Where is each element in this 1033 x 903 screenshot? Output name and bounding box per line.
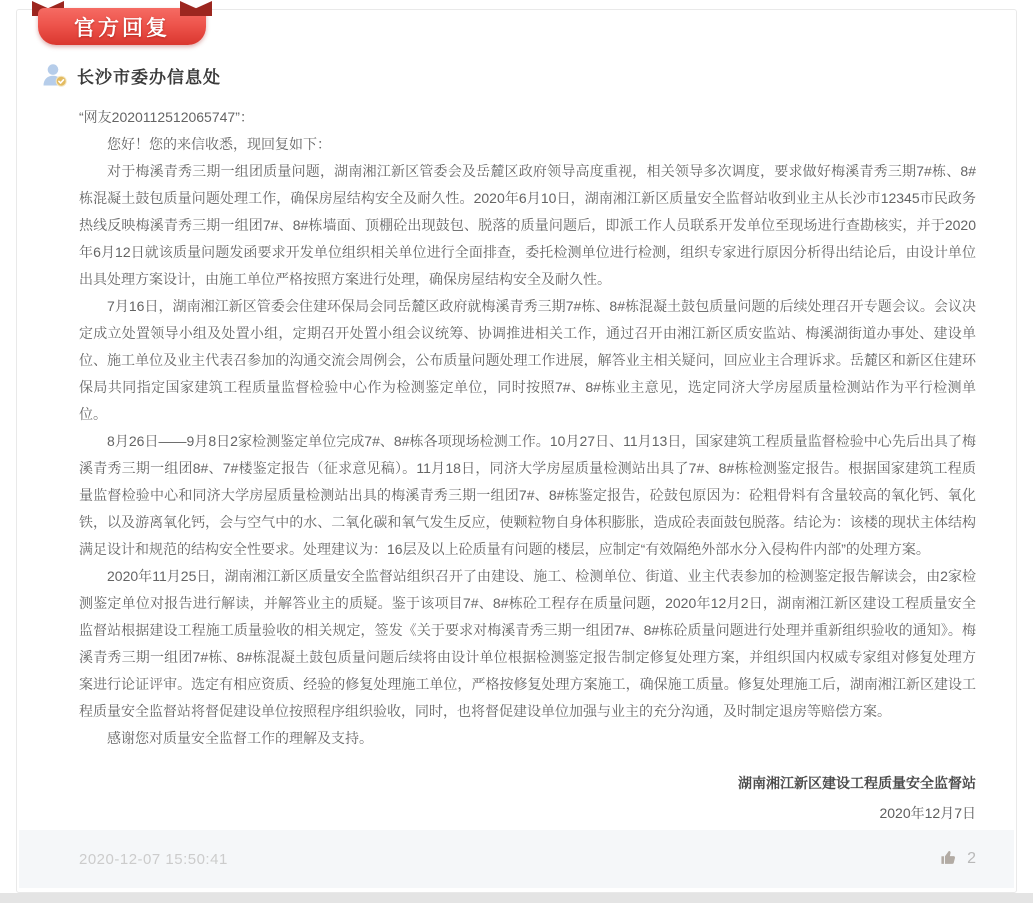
official-reply-ribbon-label: 官方回复: [38, 8, 206, 45]
salutation: “网友2020112512065747”：: [79, 109, 254, 125]
reply-paragraph: 8月26日——9月8日2家检测鉴定单位完成7#、8#栋各项现场检测工作。10月27日、11月13日，国家建筑工程质量监督检验中心先后出具了梅溪青秀三期一组团8#、7#楼鉴定报告（征求意见稿）。11月18日，同济大学房屋质量检测站出具了7#、8#栋检测鉴定报告。根据国家建筑工程质量监督检验中心和同济大学房屋质量检测站出具的梅溪青秀三期一组团7#、8#栋鉴定报告，砼鼓包原因为：砼粗骨料有含量较高的氧化钙、氧化铁，以及游离氧化钙，会与空气中的水、二氧化碳和氧气发生反应，使颗粒物自身体积膨胀，造成砼表面鼓包脱落。结论为：该楼的现状主体结构满足设计和规范的结构安全性要求。处理建议为：16层及以上砼质量有问题的楼层，应制定“有效隔绝外部水分入侵构件内部”的处理方案。: [79, 433, 976, 557]
thumbs-up-icon: [940, 849, 957, 869]
reply-footer-bar: [19, 830, 1014, 888]
page-bottom-strip: [0, 893, 1033, 903]
reply-paragraph: 对于梅溪青秀三期一组团质量问题，湖南湘江新区管委会及岳麓区政府领导高度重视，相关领导多次调度，要求做好梅溪青秀三期7#栋、8#栋混凝土鼓包质量问题处理工作，确保房屋结构安全及耐久性。2020年6月10日，湖南湘江新区质量安全监督站收到业主从长沙市12345市民政务热线反映梅溪青秀三期一组团7#、8#栋墙面、顶棚砼出现鼓包、脱落的质量问题后，即派工作人员联系开发单位至现场进行查勘核实，并于2020年6月12日就该质量问题发函要求开发单位组织相关单位进行全面排查，委托检测单位进行检测，组织专家进行原因分析得出结论后，由设计单位出具处理方案设计，由施工单位严格按照方案进行处理，确保房屋结构安全及耐久性。: [79, 163, 976, 287]
author-name: 长沙市委办信息处: [77, 67, 221, 87]
reply-paragraph: 您好！您的来信收悉，现回复如下：: [107, 136, 331, 152]
signature-organization: 湖南湘江新区建设工程质量安全监督站: [738, 775, 976, 791]
reply-paragraph: 感谢您对质量安全监督工作的理解及支持。: [107, 730, 373, 746]
official-reply-card: [16, 9, 1017, 893]
reply-paragraph: 7月16日，湖南湘江新区管委会住建环保局会同岳麓区政府就梅溪青秀三期7#栋、8#栋混凝土鼓包质量问题的后续处理召开专题会议。会议决定成立处置领导小组及处置小组，定期召开处置小组会议统筹、协调推进相关工作，通过召开由湘江新区质安监站、梅溪湖街道办事处、建设单位、施工单位及业主代表召参加的沟通交流会周例会，公布质量问题处理工作进展，解答业主相关疑问，回应业主合理诉求。岳麓区和新区住建环保局共同指定国家建筑工程质量监督检验中心作为检测鉴定单位，同时按照7#、8#栋业主意见，选定同济大学房屋质量检测站作为平行检测单位。: [79, 298, 976, 422]
like-button[interactable]: [940, 849, 976, 869]
user-avatar-icon: [41, 61, 69, 89]
reply-timestamp: 2020-12-07 15:50:41: [79, 850, 228, 868]
signature-block: [79, 768, 976, 828]
reply-body: [79, 104, 976, 828]
signature-date: 2020年12月7日: [879, 805, 976, 821]
official-reply-ribbon: [31, 1, 213, 45]
like-count: 2: [967, 850, 976, 867]
reply-paragraph: 2020年11月25日，湖南湘江新区质量安全监督站组织召开了由建设、施工、检测单位、街道、业主代表参加的检测鉴定报告解读会，由2家检测鉴定单位对报告进行解读，并解答业主的质疑。鉴于该项目7#、8#栋砼工程存在质量问题，2020年12月2日，湖南湘江新区建设工程质量安全监督站根据建设工程施工质量验收的相关规定，签发《关于要求对梅溪青秀三期一组团7#、8#栋砼质量问题进行处理并重新组织验收的通知》。梅溪青秀三期一组团7#栋、8#栋混凝土鼓包质量问题后续将由设计单位根据检测鉴定报告制定修复处理方案，并组织国内权威专家组对修复处理方案进行论证评审。选定有相应资质、经验的修复处理施工单位，严格按修复处理方案施工，确保施工质量。修复处理施工后，湖南湘江新区建设工程质量安全监督站将督促建设单位按照程序组织验收，同时，也将督促建设单位加强与业主的充分沟通，及时制定退房等赔偿方案。: [79, 568, 976, 719]
